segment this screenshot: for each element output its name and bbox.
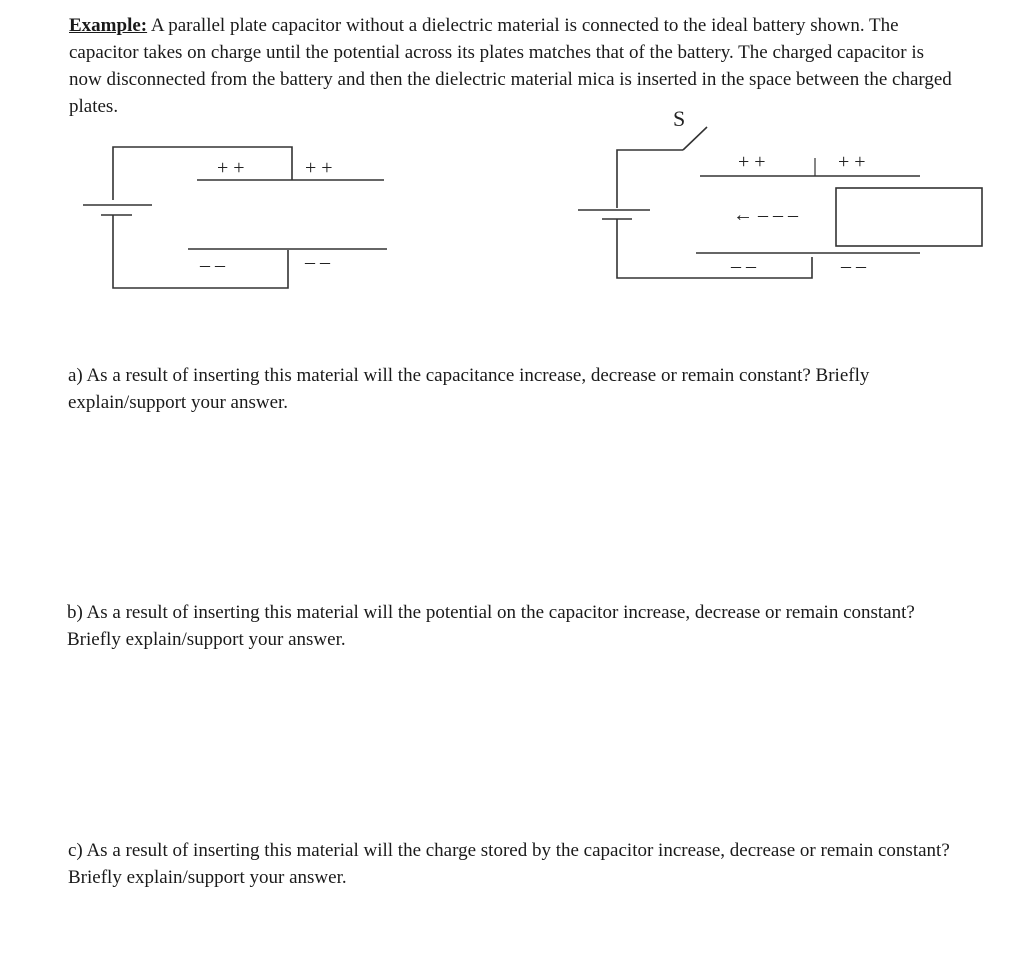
switch-label: S (673, 106, 686, 131)
right-bottom-wire (617, 219, 812, 278)
question-c: c) As a result of inserting this material will the charge stored by the capacitor increase, decrease or remain constant? Briefly explain/support your answer. (68, 840, 950, 888)
left-top-wire (113, 147, 292, 200)
left-top-charges-right: + + (305, 157, 333, 179)
intro-text: A parallel plate capacitor without a dielectric material is connected to the ideal battery shown. The capacitor takes on charge until the potential across its plates matches that of the battery. The charged capacitor is now disconnected from the battery and then the dielectric material mica is inserted in the space between the charged plates. (69, 15, 952, 117)
right-bottom-charges: – – (731, 255, 756, 277)
example-heading: Example: (69, 15, 148, 36)
left-bottom-wire (113, 215, 288, 288)
right-top-charges: + + (738, 151, 766, 173)
right-top-charges-right: + + (838, 151, 866, 173)
insertion-arrow: ← – – – (733, 204, 798, 226)
left-bottom-charges: – – (200, 254, 225, 276)
question-b: b) As a result of inserting this material will the potential on the capacitor increase, decrease or remain constant? Briefly explain/support your answer. (67, 602, 915, 650)
right-bottom-charges-right: – – (841, 255, 866, 277)
left-bottom-charges-right: – – (305, 251, 330, 273)
switch-lever (683, 127, 707, 150)
mica-slab (836, 188, 982, 246)
left-top-charges: + + (217, 157, 245, 179)
right-top-wire (617, 150, 683, 208)
question-a: a) As a result of inserting this material will the capacitance increase, decrease or remain constant? Briefly explain/support your answer. (68, 365, 870, 413)
right-circuit (578, 106, 982, 278)
left-circuit (83, 147, 387, 288)
